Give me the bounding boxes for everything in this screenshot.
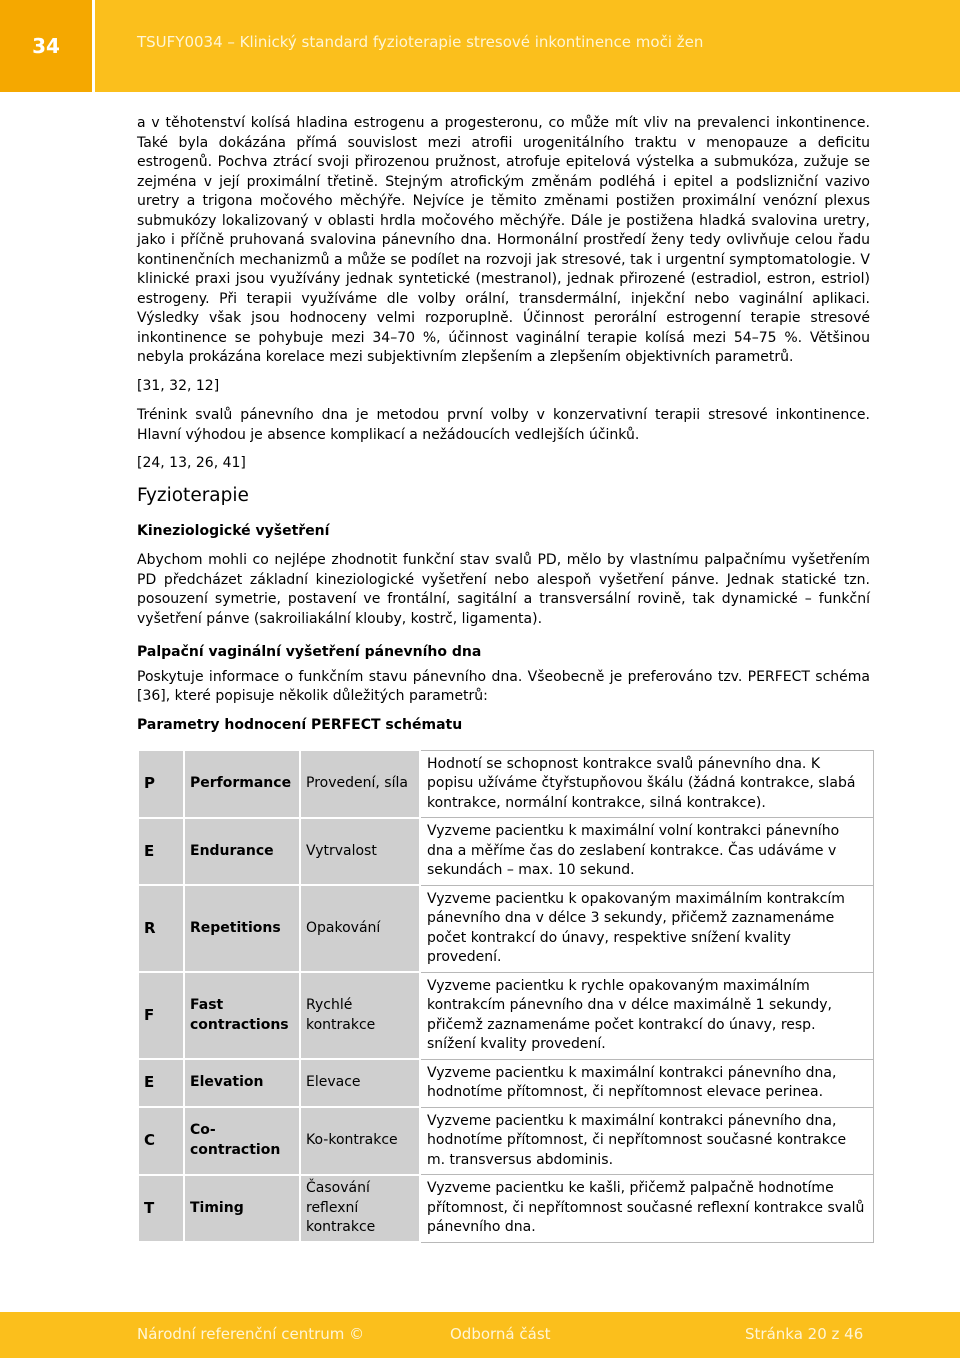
row-description: Vyzveme pacientku k rychle opakovaným maximálním kontrakcím pánevního dna v délce maximálně 1 sekundy, přičemž zaznamenáme počet kontrakcí do únavy, resp. snížení kvality provedení. (420, 972, 874, 1059)
paragraph-palpation: Poskytuje informace o funkčním stavu pánevního dna. Všeobecně je preferováno tzv. PERFECT schéma [36], které popisuje několik důležitých parametrů: (137, 668, 870, 704)
row-description: Vyzveme pacientku k maximální kontrakci pánevního dna, hodnotíme přítomnost, či nepřítomnost elevace perinea. (420, 1059, 874, 1107)
page-number: 34 (0, 0, 92, 92)
row-english: Elevation (184, 1059, 300, 1107)
row-letter: E (138, 818, 184, 886)
paragraph-estrogen: a v těhotenství kolísá hladina estrogenu a progesteronu, co může mít vliv na prevalenci inkontinence. Také byla dokázána přímá souvislost mezi atrofii urogenitálního traktu v menopauze a deficitu estrogenů. Pochva ztrácí svoji přirozenou pružnost, atrofuje epitelová výstelka a submukóza, zužuje se zejména v její proximální třetině. Stejným atrofickým změnám podléhá i epitel a podslizniční vazivo uretry a trigona močového měchýře. Nejvíce je těmito změnami postižen proximální venózní plexus submukózy lokalizovaný v oblasti hrdla močového měchýře. Dále je postižena hladká svalovina uretry, jako i příčně pruhovaná svalovina pánevního dna. Hormonální prostředí ženy tedy ovlivňuje celou řadu kontinenčních mechanizmů a může se podílet na rozvoji jak stresové, tak i urgentní symptomatologie. V klinické praxi jsou využívány jednak syntetické (mestranol), jednak přirozené (estradiol, estron, estriol) estrogeny. Při terapii využíváme dle volby orální, transdermální, injekční nebo vaginální aplikaci. Výsledky však jsou hodnoceny velmi rozporuplně. Účinnost perorální estrogenní terapie stresové inkontinence se pohybuje mezi 34–70 %, účinnost vaginální terapie kolísá mezi 54–75 %. Většinou nebyla prokázána korelace mezi subjektivním zlepšením a zlepšením objektivních parametrů. (137, 115, 870, 365)
row-english: Fast contractions (184, 972, 300, 1059)
subheading-perfect: Parametry hodnocení PERFECT schématu (137, 716, 463, 733)
row-description: Vyzveme pacientku ke kašli, přičemž palpačně hodnotíme přítomnost, či nepřítomnost současné reflexní kontrakce svalů pánevního dna. (420, 1175, 874, 1243)
row-czech: Elevace (300, 1059, 420, 1107)
row-czech: Ko-kontrakce (300, 1107, 420, 1175)
row-english: Timing (184, 1175, 300, 1243)
header-bar (95, 0, 960, 92)
perfect-table (137, 749, 874, 1243)
page-header (0, 0, 960, 92)
table-row (138, 1059, 874, 1107)
row-letter: E (138, 1059, 184, 1107)
page-footer (0, 1312, 960, 1358)
row-english: Co-contraction (184, 1107, 300, 1175)
table-row (138, 885, 874, 972)
row-czech: Opakování (300, 885, 420, 972)
footer-organization: Národní referenční centrum © (137, 1325, 365, 1343)
table-row (138, 818, 874, 886)
subheading-kinesiology: Kineziologické vyšetření (137, 522, 330, 539)
citation: [31, 32, 12] (137, 377, 220, 394)
citation: [24, 13, 26, 41] (137, 455, 246, 471)
document-title: TSUFY0034 – Klinický standard fyzioterapie stresové inkontinence moči žen (137, 33, 704, 51)
subheading-palpation: Palpační vaginální vyšetření pánevního dna (137, 644, 482, 660)
row-english: Performance (184, 750, 300, 818)
row-czech: Provedení, síla (300, 750, 420, 818)
row-letter: R (138, 885, 184, 972)
row-letter: T (138, 1175, 184, 1243)
row-description: Hodnotí se schopnost kontrakce svalů pánevního dna. K popisu užíváme čtyřstupňovou škálu (žádná kontrakce, slabá kontrakce, normální kontrakce, silná kontrakce). (420, 750, 874, 818)
row-letter: P (138, 750, 184, 818)
table-row (138, 750, 874, 818)
row-description: Vyzveme pacientku k maximální volní kontrakci pánevního dna a měříme čas do zeslabení kontrakce. Čas udáváme v sekundách – max. 10 sekund. (420, 818, 874, 886)
paragraph-training: Trénink svalů pánevního dna je metodou první volby v konzervativní terapii stresové inkontinence. Hlavní výhodou je absence komplikací a nežádoucích vedlejších účinků. (137, 407, 870, 443)
section-heading: Fyzioterapie (137, 484, 249, 506)
row-czech: Časování reflexní kontrakce (300, 1175, 420, 1243)
paragraph-kinesiology: Abychom mohli co nejlépe zhodnotit funkční stav svalů PD, mělo by vlastnímu palpačnímu vyšetřením PD předcházet základní kineziologické vyšetření nebo alespoň vyšetření pánve. Jednak statické tzn. posouzení symetrie, postavení ve frontální, sagitální a transversální rovině, tak dynamické – funkční vyšetření pánve (sakroiliakální klouby, kostrč, ligamenta). (137, 552, 870, 627)
footer-page-count: Stránka 20 z 46 (745, 1325, 864, 1343)
footer-section: Odborná část (450, 1325, 551, 1343)
row-czech: Rychlé kontrakce (300, 972, 420, 1059)
row-description: Vyzveme pacientku k opakovaným maximálním kontrakcím pánevního dna v délce 3 sekundy, přičemž zaznamenáme počet kontrakcí do únavy, respektive snížení kvality provedení. (420, 885, 874, 972)
row-czech: Vytrvalost (300, 818, 420, 886)
table-row (138, 1175, 874, 1243)
main-content (137, 114, 870, 735)
row-letter: F (138, 972, 184, 1059)
row-description: Vyzveme pacientku k maximální kontrakci pánevního dna, hodnotíme přítomnost, či nepřítomnost současné kontrakce m. transversus abdominis. (420, 1107, 874, 1175)
row-letter: C (138, 1107, 184, 1175)
table-row (138, 972, 874, 1059)
row-english: Repetitions (184, 885, 300, 972)
row-english: Endurance (184, 818, 300, 886)
table-row (138, 1107, 874, 1175)
